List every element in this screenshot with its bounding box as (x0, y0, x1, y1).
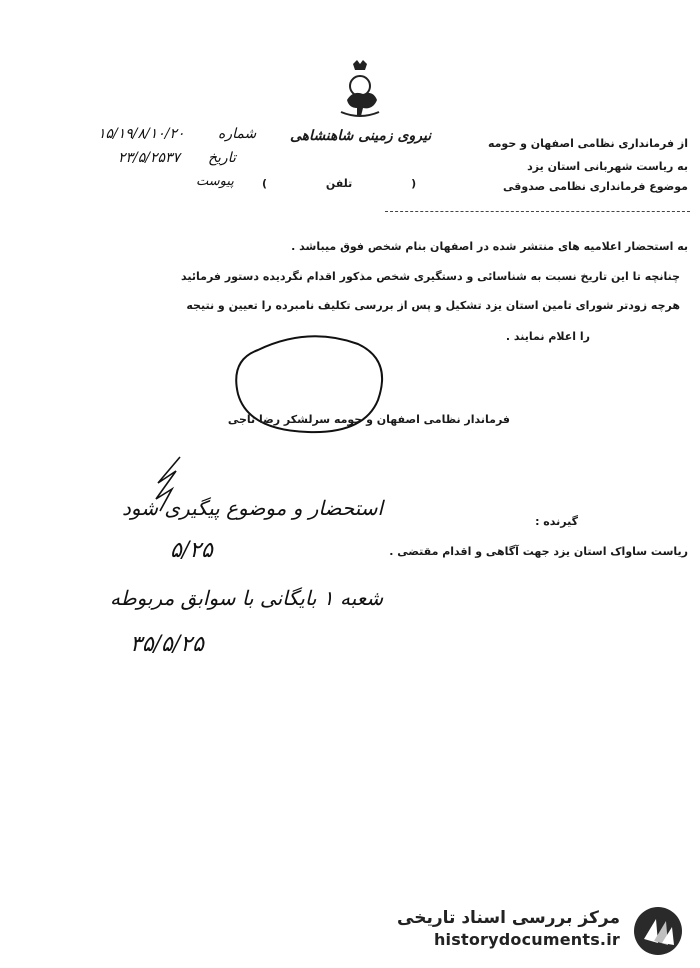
watermark-url: historydocuments.ir (433, 930, 620, 949)
to-line: به ریاست شهربانی استان یزد (527, 160, 688, 173)
cc-line: ریاست ساواک استان یزد جهت آگاهی و اقدام مقتضی . (389, 545, 688, 558)
body-line-4: را اعلام نمایند . (505, 330, 590, 343)
watermark-name: مرکز بررسی اسناد تاریخی (397, 908, 620, 928)
date-label: تاریخ (208, 150, 236, 166)
handwritten-note-3: شعبه ۱ بایگانی با سوابق مربوطه (110, 586, 384, 610)
agency-heading: نیروی زمینی شاهنشاهی (290, 128, 432, 144)
cc-label: گیرنده : (535, 515, 578, 528)
body-line-2: چنانچه تا این تاریخ نسبت به شناسائی و دستگیری شخص مذکور اقدام نگردیده دستور فرمائید (181, 270, 680, 283)
body-line-3: هرچه زودتر شورای تامین استان یزد تشکیل و پس از بررسی تکلیف نامبرده را تعیین و نتیجه (186, 299, 680, 312)
signatory-name: فرماندار نظامی اصفهان و حومه سرلشکر رضا ناجی (227, 413, 510, 426)
watermark (397, 908, 620, 949)
handwritten-note-4: ۳۵/۵/۲۵ (130, 632, 204, 657)
handwritten-note-2: ۵/۲۵ (170, 538, 213, 563)
handwritten-note-1: استحضار و موضوع پیگیری شود (122, 496, 384, 520)
phone-label: ( تلفن ) (262, 177, 417, 190)
lion-and-sun-emblem-icon (333, 60, 387, 120)
book-pages-logo-icon (632, 905, 684, 957)
body-line-1: به استحضار اعلامیه های منتشر شده در اصفهان بنام شخص فوق میباشد . (291, 240, 688, 253)
date-value: ۲۳/۵/۲۵۳۷ (118, 150, 181, 166)
number-label: شماره (218, 126, 257, 142)
header-divider (385, 211, 690, 212)
number-value: ۱۵/۱۹/۸/۱۰/۲۰ (98, 126, 185, 142)
from-line: از فرمانداری نظامی اصفهان و حومه (487, 137, 688, 150)
attachment-label: پیوست (196, 174, 234, 189)
subject-line: موضوع فرمانداری نظامی صدوقی (503, 180, 688, 193)
